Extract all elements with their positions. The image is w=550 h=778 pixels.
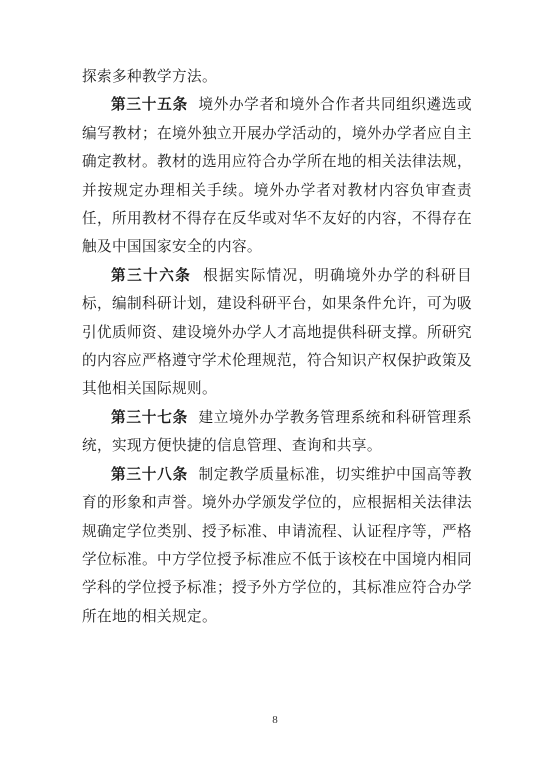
article-number: 第三十六条 bbox=[111, 266, 192, 284]
paragraph-text: 探索多种教学方法。 bbox=[82, 68, 217, 85]
paragraph-text: 制定教学质量标准，切实维护中国高等教育的形象和声誉。境外办学颁发学位的，应根据相关法律法规确定学位类别、授予标准、申请流程、认证程序等，严格学位标准。中方学位授予标准应不低于该校在中国境内相同学科的学位授予标准；授予外方学位的，其标准应符合办学所在地的相关规定。 bbox=[82, 465, 472, 625]
article-number: 第三十八条 bbox=[111, 465, 189, 483]
paragraph-continuation bbox=[82, 63, 472, 91]
paragraph-text: 境外办学者和境外合作者共同组织遴选或编写教材；在境外独立开展办学活动的，境外办学者应自主确定教材。教材的选用应符合办学所在地的相关法律法规，并按规定办理相关手续。境外办学者对教材内容负审查责任，所用教材不得存在反华或对华不友好的内容，不得存在触及中国国家安全的内容。 bbox=[82, 96, 472, 256]
article-number: 第三十五条 bbox=[111, 96, 189, 114]
article-35-paragraph bbox=[82, 91, 472, 261]
paragraph-text: 建立境外办学教务管理系统和科研管理系统，实现方便快捷的信息管理、查询和共享。 bbox=[82, 408, 472, 455]
article-number: 第三十七条 bbox=[111, 408, 189, 426]
paragraph-text: 根据实际情况，明确境外办学的科研目标，编制科研计划，建设科研平台，如果条件允许，可为吸引优质师资、建设境外办学人才高地提供科研支撑。所研究的内容应严格遵守学术伦理规范，符合知识产权保护政策及其他相关国际规则。 bbox=[82, 266, 472, 398]
body-text bbox=[82, 63, 472, 631]
article-37-paragraph bbox=[82, 404, 472, 461]
article-38-paragraph bbox=[82, 461, 472, 631]
article-36-paragraph bbox=[82, 262, 472, 404]
page-number: 8 bbox=[272, 714, 278, 726]
